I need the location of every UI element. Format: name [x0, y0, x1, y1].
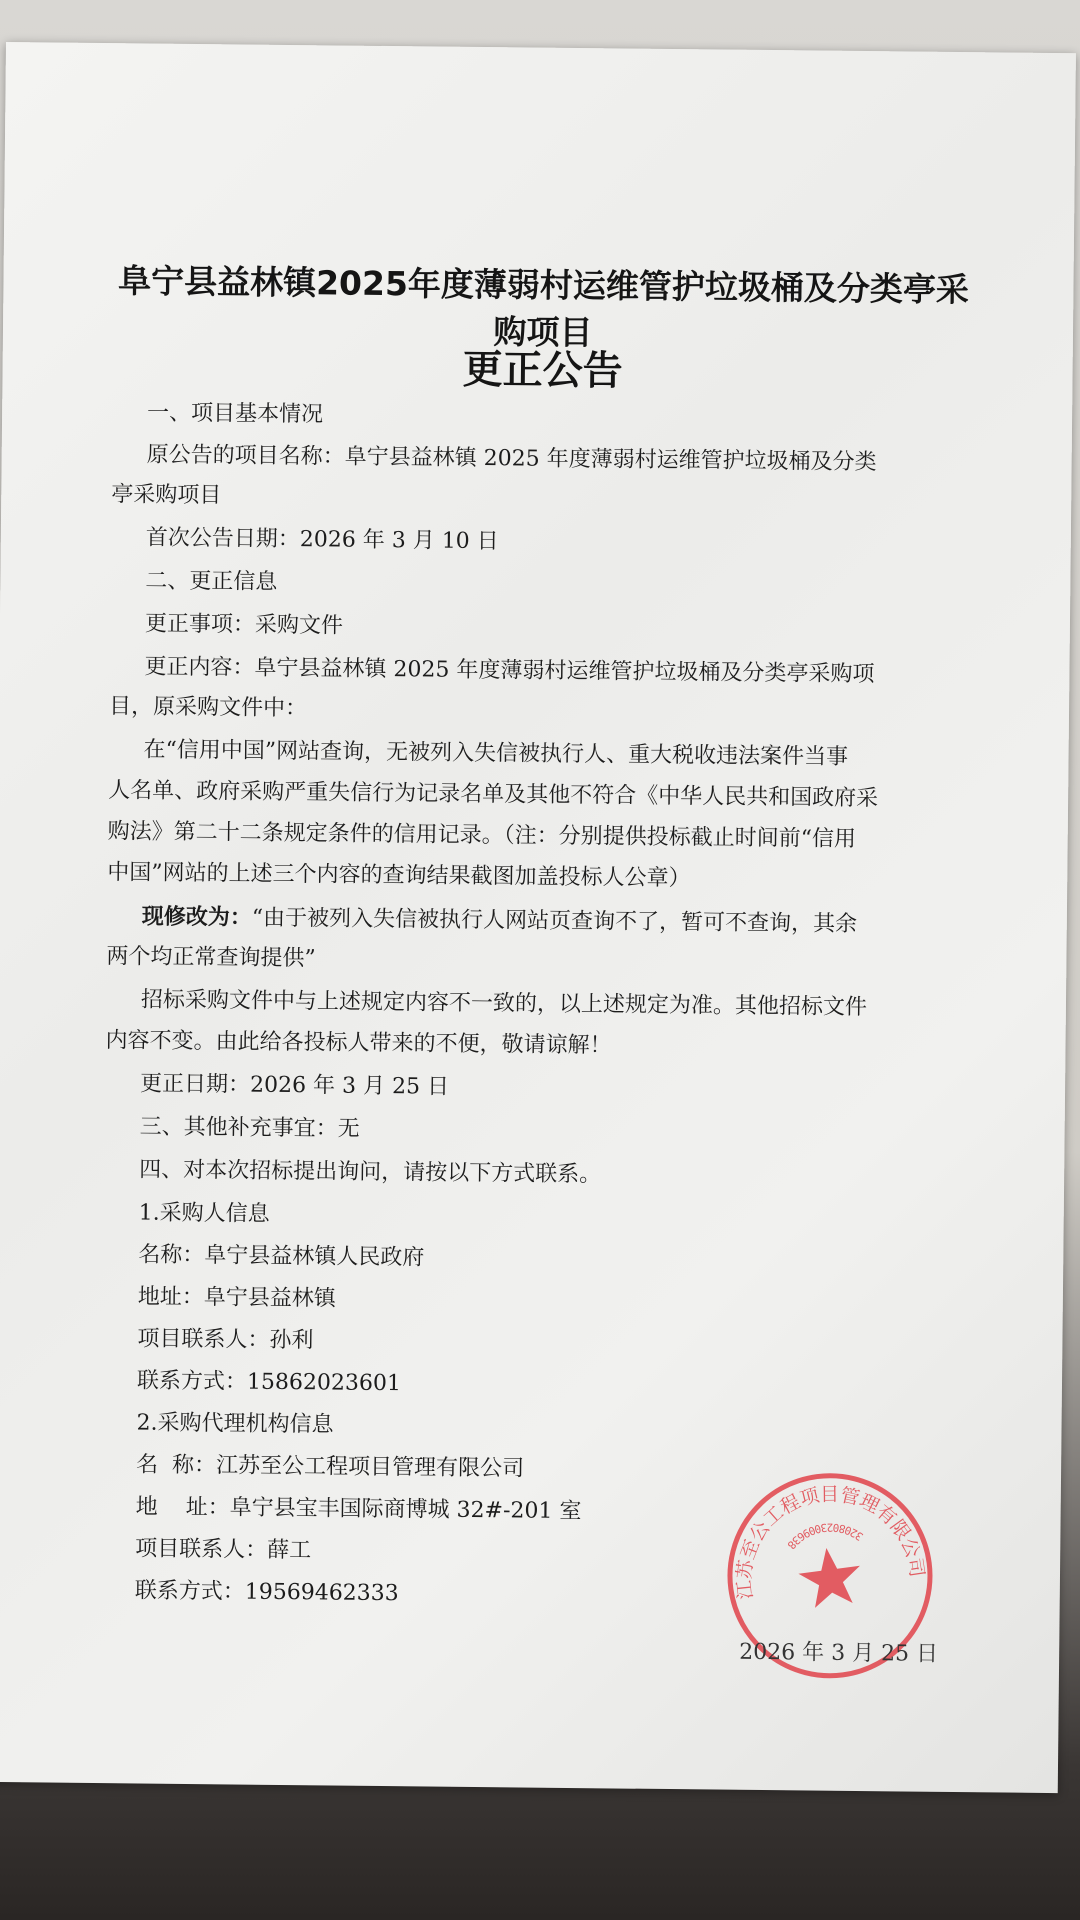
- seal-code-text: 3208023009638: [784, 1520, 866, 1552]
- correction-date: 更正日期：2026 年 3 月 25 日: [139, 1071, 450, 1100]
- first-announce-date: 首次公告日期：2026 年 3 月 10 日: [145, 525, 499, 555]
- agency-name: 名 称：江苏至公工程项目管理有限公司: [135, 1452, 525, 1482]
- title-line-3: 更正公告: [462, 346, 623, 395]
- seal-star-icon: [796, 1544, 865, 1610]
- purchaser-heading: 1.采购人信息: [138, 1200, 270, 1227]
- notice-content: [0, 42, 1076, 1793]
- purchaser-address: 地址：阜宁县益林镇: [137, 1284, 337, 1312]
- agency-phone: 联系方式：19569462333: [134, 1578, 399, 1607]
- seal-company-text: 江苏至公工程项目管理有限公司: [733, 1483, 928, 1601]
- correction-content: 更正内容：阜宁县益林镇 2025 年度薄弱村运维管护垃圾桶及分类亭采购项: [144, 654, 875, 688]
- section-3-heading: 三、其他补充事宜：无: [139, 1114, 360, 1142]
- original-project-name-cont: 亭采购项目: [111, 482, 222, 509]
- section-4-heading: 四、对本次招标提出询问，请按以下方式联系。: [139, 1157, 602, 1188]
- correction-item: 更正事项：采购文件: [144, 611, 344, 639]
- revise-label: 现修改为：: [141, 903, 252, 931]
- purchaser-contact: 项目联系人：孙利: [137, 1326, 314, 1354]
- credit-paragraph-4: 中国”网站的上述三个内容的查询结果截图加盖投标人公章）: [107, 860, 691, 892]
- agency-address: 地 址：阜宁县宝丰国际商博城 32#-201 室: [135, 1494, 582, 1525]
- purchaser-phone: 联系方式：15862023601: [136, 1368, 402, 1397]
- original-project-name: 原公告的项目名称：阜宁县益林镇 2025 年度薄弱村运维管护垃圾桶及分类: [146, 442, 877, 476]
- precedence-line-2: 内容不变。由此给各投标人带来的不便，敬请谅解！: [105, 1028, 612, 1059]
- credit-paragraph-2: 人名单、政府采购严重失信行为记录名单及其他不符合《中华人民共和国政府采: [108, 778, 879, 812]
- sign-date: 2026 年 3 月 25 日: [739, 1639, 939, 1667]
- agency-heading: 2.采购代理机构信息: [136, 1410, 334, 1438]
- revised-line-1: [142, 901, 1022, 941]
- agency-contact: 项目联系人：薛工: [135, 1536, 312, 1564]
- purchaser-name: 名称：阜宁县益林镇人民政府: [138, 1242, 425, 1271]
- title-line-2: 购项目: [493, 312, 593, 353]
- document-paper: [0, 42, 1076, 1793]
- precedence-line-1: 招标采购文件中与上述规定内容不一致的，以上述规定为准。其他招标文件: [140, 987, 868, 1021]
- section-1-heading: 一、项目基本情况: [146, 400, 324, 428]
- revised-text: “由于被列入失信被执行人网站页查询不了，暂可不查询，其余: [251, 905, 858, 937]
- section-2-heading: 二、更正信息: [145, 568, 278, 595]
- title-line-1: 阜宁县益林镇2025年度薄弱村运维管护垃圾桶及分类亭采: [117, 261, 970, 310]
- credit-paragraph-3: 购法》第二十二条规定条件的信用记录。（注：分别提供投标截止时间前“信用: [107, 819, 857, 852]
- credit-paragraph-1: 在“信用中国”网站查询，无被列入失信被执行人、重大税收违法案件当事: [143, 737, 849, 770]
- correction-content-cont: 目，原采购文件中：: [108, 694, 308, 722]
- revised-line-2: 两个均正常查询提供”: [106, 944, 316, 972]
